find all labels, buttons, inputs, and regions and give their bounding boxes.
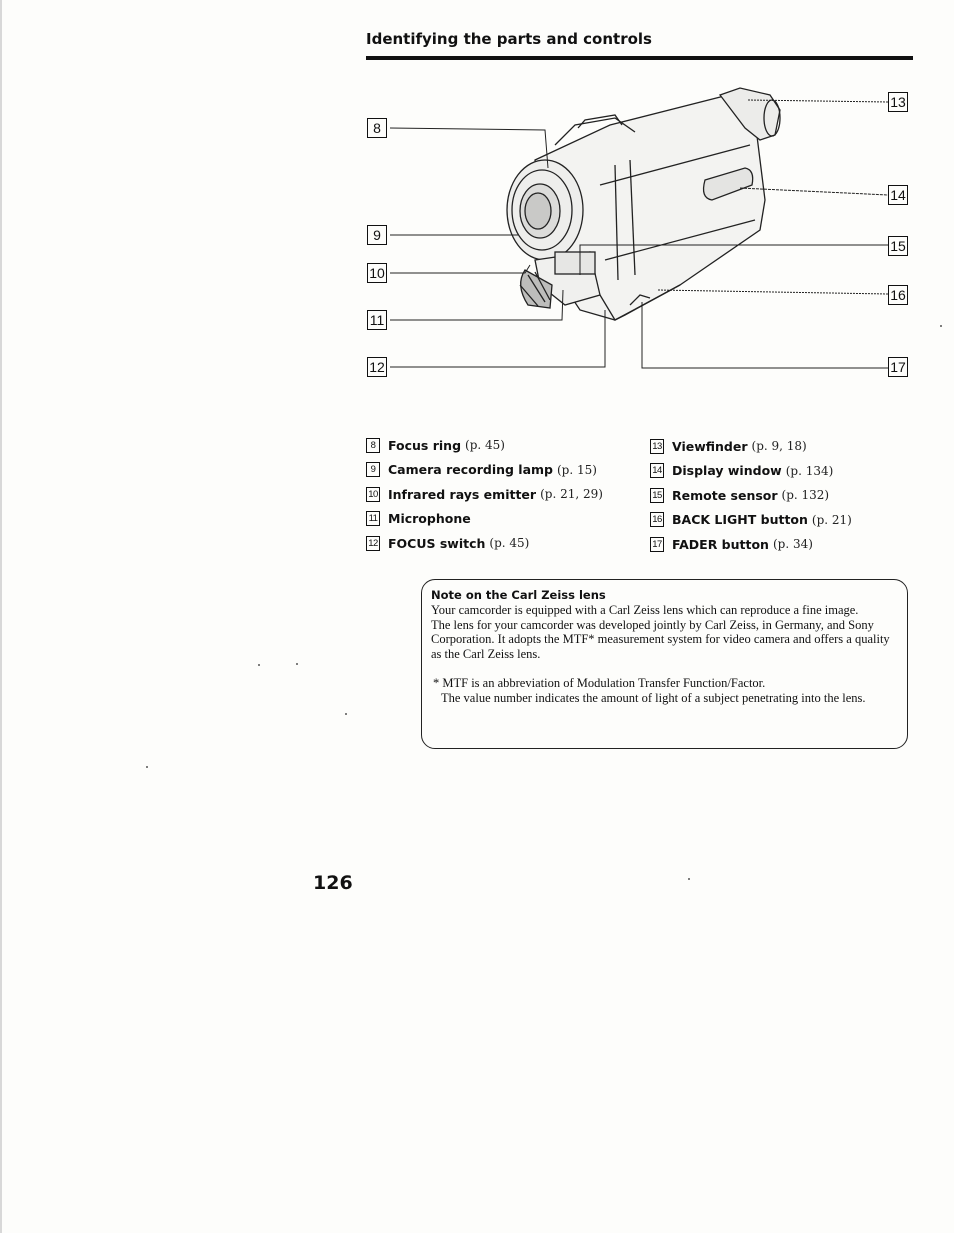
scan-speck: [258, 664, 260, 666]
legend-number: 11: [366, 511, 380, 526]
legend-left: [366, 433, 603, 556]
part-name: Camera recording lamp: [388, 462, 553, 478]
legend-item: [650, 483, 852, 508]
part-name: Viewfinder: [672, 438, 748, 454]
scan-speck: [940, 325, 942, 327]
legend-item: [366, 458, 603, 483]
legend-number: 13: [650, 439, 664, 454]
part-name: Microphone: [388, 511, 471, 527]
note-box: [421, 579, 908, 749]
title-rule: [366, 56, 913, 60]
footnote: [431, 676, 891, 705]
note-title: Note on the Carl Zeiss lens: [431, 588, 606, 602]
callout-10: 10: [367, 263, 387, 283]
callout-16: 16: [888, 285, 908, 305]
legend-item: [650, 434, 852, 459]
note-paragraph: Your camcorder is equipped with a Carl Zeiss lens which can reproduce a fine image.: [431, 603, 859, 617]
scan-edge: [0, 0, 2, 1233]
callout-11: 11: [367, 310, 387, 330]
legend-item: [366, 433, 603, 458]
scan-speck: [296, 663, 298, 665]
legend-number: 15: [650, 488, 664, 503]
legend-number: 8: [366, 438, 380, 453]
legend-item: [650, 532, 852, 557]
scan-speck: [688, 878, 690, 880]
callout-14: 14: [888, 185, 908, 205]
legend-right: [650, 434, 852, 557]
camcorder-illustration: [360, 80, 920, 400]
legend-number: 17: [650, 537, 664, 552]
page-ref: (p. 45): [465, 438, 505, 453]
callout-9: 9: [367, 225, 387, 245]
page-ref: (p. 15): [557, 462, 597, 477]
legend-item: [366, 507, 603, 532]
legend-number: 16: [650, 512, 664, 527]
page-number: 126: [313, 872, 353, 894]
page-ref: (p. 21): [811, 512, 852, 527]
part-name: Infrared rays emitter: [388, 486, 537, 502]
page-ref: (p. 45): [489, 536, 530, 551]
part-name: BACK LIGHT button: [672, 512, 808, 528]
legend-number: 14: [650, 463, 664, 478]
page-ref: (p. 9, 18): [751, 439, 807, 454]
page-ref: (p. 134): [785, 463, 834, 478]
page-ref: (p. 132): [781, 488, 830, 503]
part-name: FADER button: [672, 536, 769, 552]
legend-item: [366, 482, 603, 507]
page-ref: (p. 21, 29): [540, 487, 603, 502]
scan-speck: [146, 766, 148, 768]
camcorder-body: [507, 88, 780, 320]
callout-12: 12: [367, 357, 387, 377]
scan-speck: [345, 713, 347, 715]
callout-8: 8: [367, 118, 387, 138]
legend-number: 12: [366, 536, 380, 551]
part-name: Remote sensor: [672, 487, 778, 503]
footnote-line: The value number indicates the amount of light of a subject penetrating into the lens.: [441, 690, 866, 705]
legend-number: 10: [366, 487, 380, 502]
camcorder-diagram: [360, 80, 920, 400]
legend-item: [650, 459, 852, 484]
legend-item: [650, 508, 852, 533]
section-title: Identifying the parts and controls: [366, 30, 652, 48]
callout-15: 15: [888, 236, 908, 256]
legend-item: [366, 531, 603, 556]
part-name: Display window: [672, 463, 782, 479]
footnote-line: * MTF is an abbreviation of Modulation Transfer Function/Factor.: [433, 676, 766, 690]
part-name: FOCUS switch: [388, 535, 486, 551]
callout-17: 17: [888, 357, 908, 377]
callout-13: 13: [888, 92, 908, 112]
note-paragraph: The lens for your camcorder was developed jointly by Carl Zeiss, in Germany, and Sony Corporation. It adopts the MTF* measurement system for video camera and offers a quality as the Carl Zeiss lens.: [431, 617, 890, 661]
page-ref: (p. 34): [772, 537, 813, 552]
legend-number: 9: [366, 462, 380, 477]
part-name: Focus ring: [388, 437, 462, 453]
